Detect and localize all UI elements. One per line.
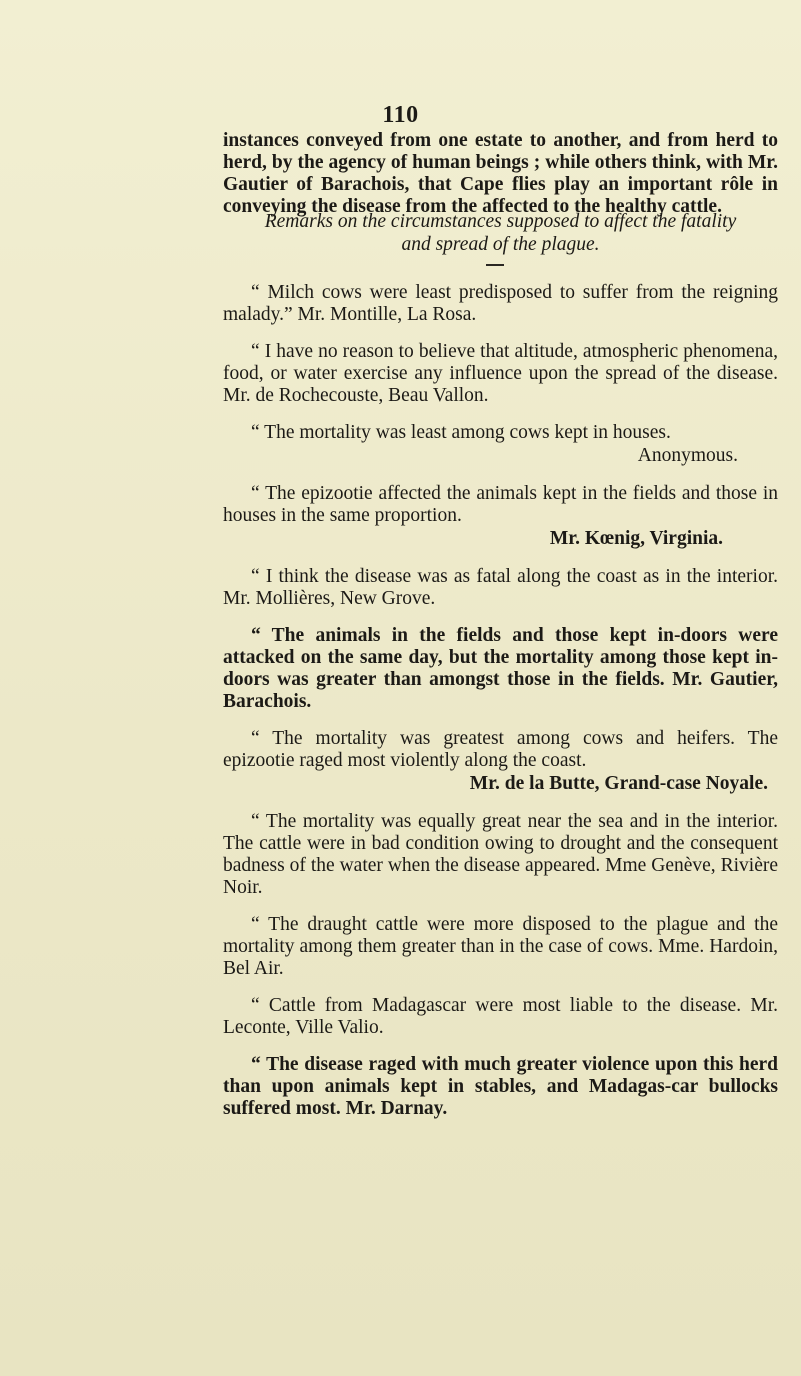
heading-divider [486,264,504,266]
quote-text: “ Cattle from Madagascar were most liable to the disease. Mr. Leconte, Ville Valio. [223,995,778,1038]
quote-item [223,995,778,1039]
quote-item [223,1054,778,1120]
quote-signature: Anonymous. [637,445,738,466]
quote-text: “ The animals in the fields and those kept in-doors were attacked on the same day, but the mortality among those kept in-doors was greater than amongst those in the fields. Mr. Gautier, Barachois. [223,625,778,712]
quote-item [223,811,778,899]
quote-text: “ The epizootie affected the animals kept in the fields and those in houses in the same proportion. [223,483,778,526]
quote-text: “ Milch cows were least predisposed to suffer from the reigning malady.” Mr. Montille, La Rosa. [223,282,778,325]
quote-text: “ The draught cattle were more disposed to the plague and the mortality among them greater than in the case of cows. Mme. Hardoin, Bel Air. [223,914,778,979]
quote-item [223,341,778,407]
quote-text: “ The mortality was equally great near the sea and in the interior. The cattle were in bad condition owing to drought and the consequent badness of the water when the disease appeared. Mme Genève, Rivière Noir. [223,811,778,898]
quote-item [223,483,778,551]
quote-item [223,625,778,713]
intro-paragraph [223,130,778,218]
section-heading [223,210,778,256]
quote-item [223,914,778,980]
quote-item [223,282,778,326]
quote-item [223,422,778,468]
quote-text: “ I think the disease was as fatal along the coast as in the interior. Mr. Mollières, New Grove. [223,566,778,609]
quote-item [223,728,778,796]
intro-text: instances conveyed from one estate to another, and from herd to herd, by the agency of human beings ; while others think, with Mr. Gautier of Barachois, that Cape flies play an important rôle in conveying the disease from the affected to the healthy cattle. [223,130,778,217]
page-number: 110 [382,102,419,128]
heading-line-2: and spread of the plague. [401,234,600,255]
quote-text: “ The disease raged with much greater violence upon this herd than upon animals kept in stables, and Madagas-car bullocks suffered most. Mr. Darnay. [223,1054,778,1119]
quotes-list [223,282,778,1120]
quote-text: “ I have no reason to believe that altitude, atmospheric phenomena, food, or water exercise any influence upon the spread of the disease. Mr. de Rochecouste, Beau Vallon. [223,341,778,406]
quote-text: “ The mortality was greatest among cows and heifers. The epizootie raged most violently along the coast. [223,728,778,771]
quote-item [223,566,778,610]
quote-signature: Mr. de la Butte, Grand-case Noyale. [469,773,768,794]
quote-text: “ The mortality was least among cows kept in houses. [251,422,671,443]
heading-line-1: Remarks on the circumstances supposed to affect the fatality [264,211,737,232]
quote-signature: Mr. Kœnig, Virginia. [549,528,723,549]
